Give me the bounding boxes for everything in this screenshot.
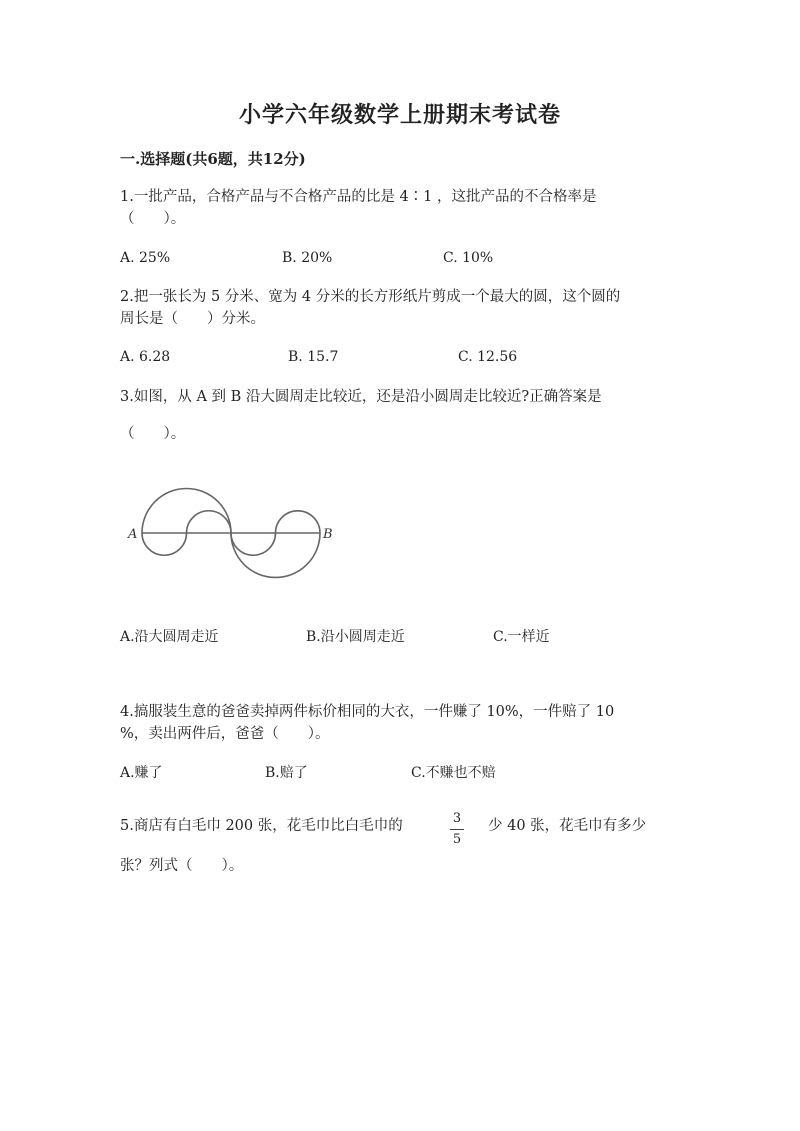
fraction-three-fifths (449, 811, 465, 848)
question-3-option-c: C.一样近 (493, 629, 550, 645)
question-1-line-2: （ ）。 (120, 211, 186, 227)
question-5-line-1-start: 5.商店有白毛巾 200 张，花毛巾比白毛巾的 (120, 818, 403, 834)
question-3-option-b: B.沿小圆周走近 (306, 629, 405, 645)
section-heading: 一.选择题(共6题，共12分) (120, 150, 306, 168)
question-3-option-a: A.沿大圆周走近 (120, 629, 219, 645)
point-a-label: A (128, 527, 138, 542)
question-1-option-a: A. 25% (120, 250, 171, 266)
question-1-line-1: 1.一批产品，合格产品与不合格产品的比是 4∶1 ，这批产品的不合格率是 (120, 189, 597, 205)
question-2-line-1: 2.把一张长为 5 分米、宽为 4 分米的长方形纸片剪成一个最大的圆，这个圆的 (120, 289, 621, 305)
question-2-line-2: 周长是（ ）分米。 (120, 311, 265, 327)
question-4-line-2: %，卖出两件后，爸爸（ ）。 (120, 726, 330, 742)
question-3-line-1: 3.如图，从 A 到 B 沿大圆周走比较近，还是沿小圆周走比较近?正确答案是 (120, 389, 602, 405)
question-5-line-2: 张？列式（ ）。 (120, 858, 244, 874)
page-title: 小学六年级数学上册期末考试卷 (238, 102, 561, 128)
point-b-label: B (323, 527, 333, 542)
semicircle-path-figure (120, 478, 350, 588)
question-4-option-c: C.不赚也不赔 (411, 765, 496, 781)
question-2-option-a: A. 6.28 (120, 349, 171, 365)
question-4-option-b: B.赔了 (265, 765, 308, 781)
question-4-option-a: A.赚了 (120, 765, 163, 781)
fraction-denominator: 5 (452, 832, 462, 847)
fraction-bar (450, 829, 464, 830)
question-2-option-b: B. 15.7 (288, 349, 339, 365)
question-1-option-c: C. 10% (443, 250, 494, 266)
question-5-line-1-end: 少 40 张，花毛巾有多少 (488, 818, 647, 834)
fraction-numerator: 3 (452, 811, 462, 826)
question-1-option-b: B. 20% (282, 250, 333, 266)
question-4-line-1: 4.搞服装生意的爸爸卖掉两件标价相同的大衣，一件赚了 10%，一件赔了 10 (120, 704, 615, 720)
question-3-line-2: （ ）。 (120, 426, 186, 442)
question-2-option-c: C. 12.56 (458, 349, 518, 365)
